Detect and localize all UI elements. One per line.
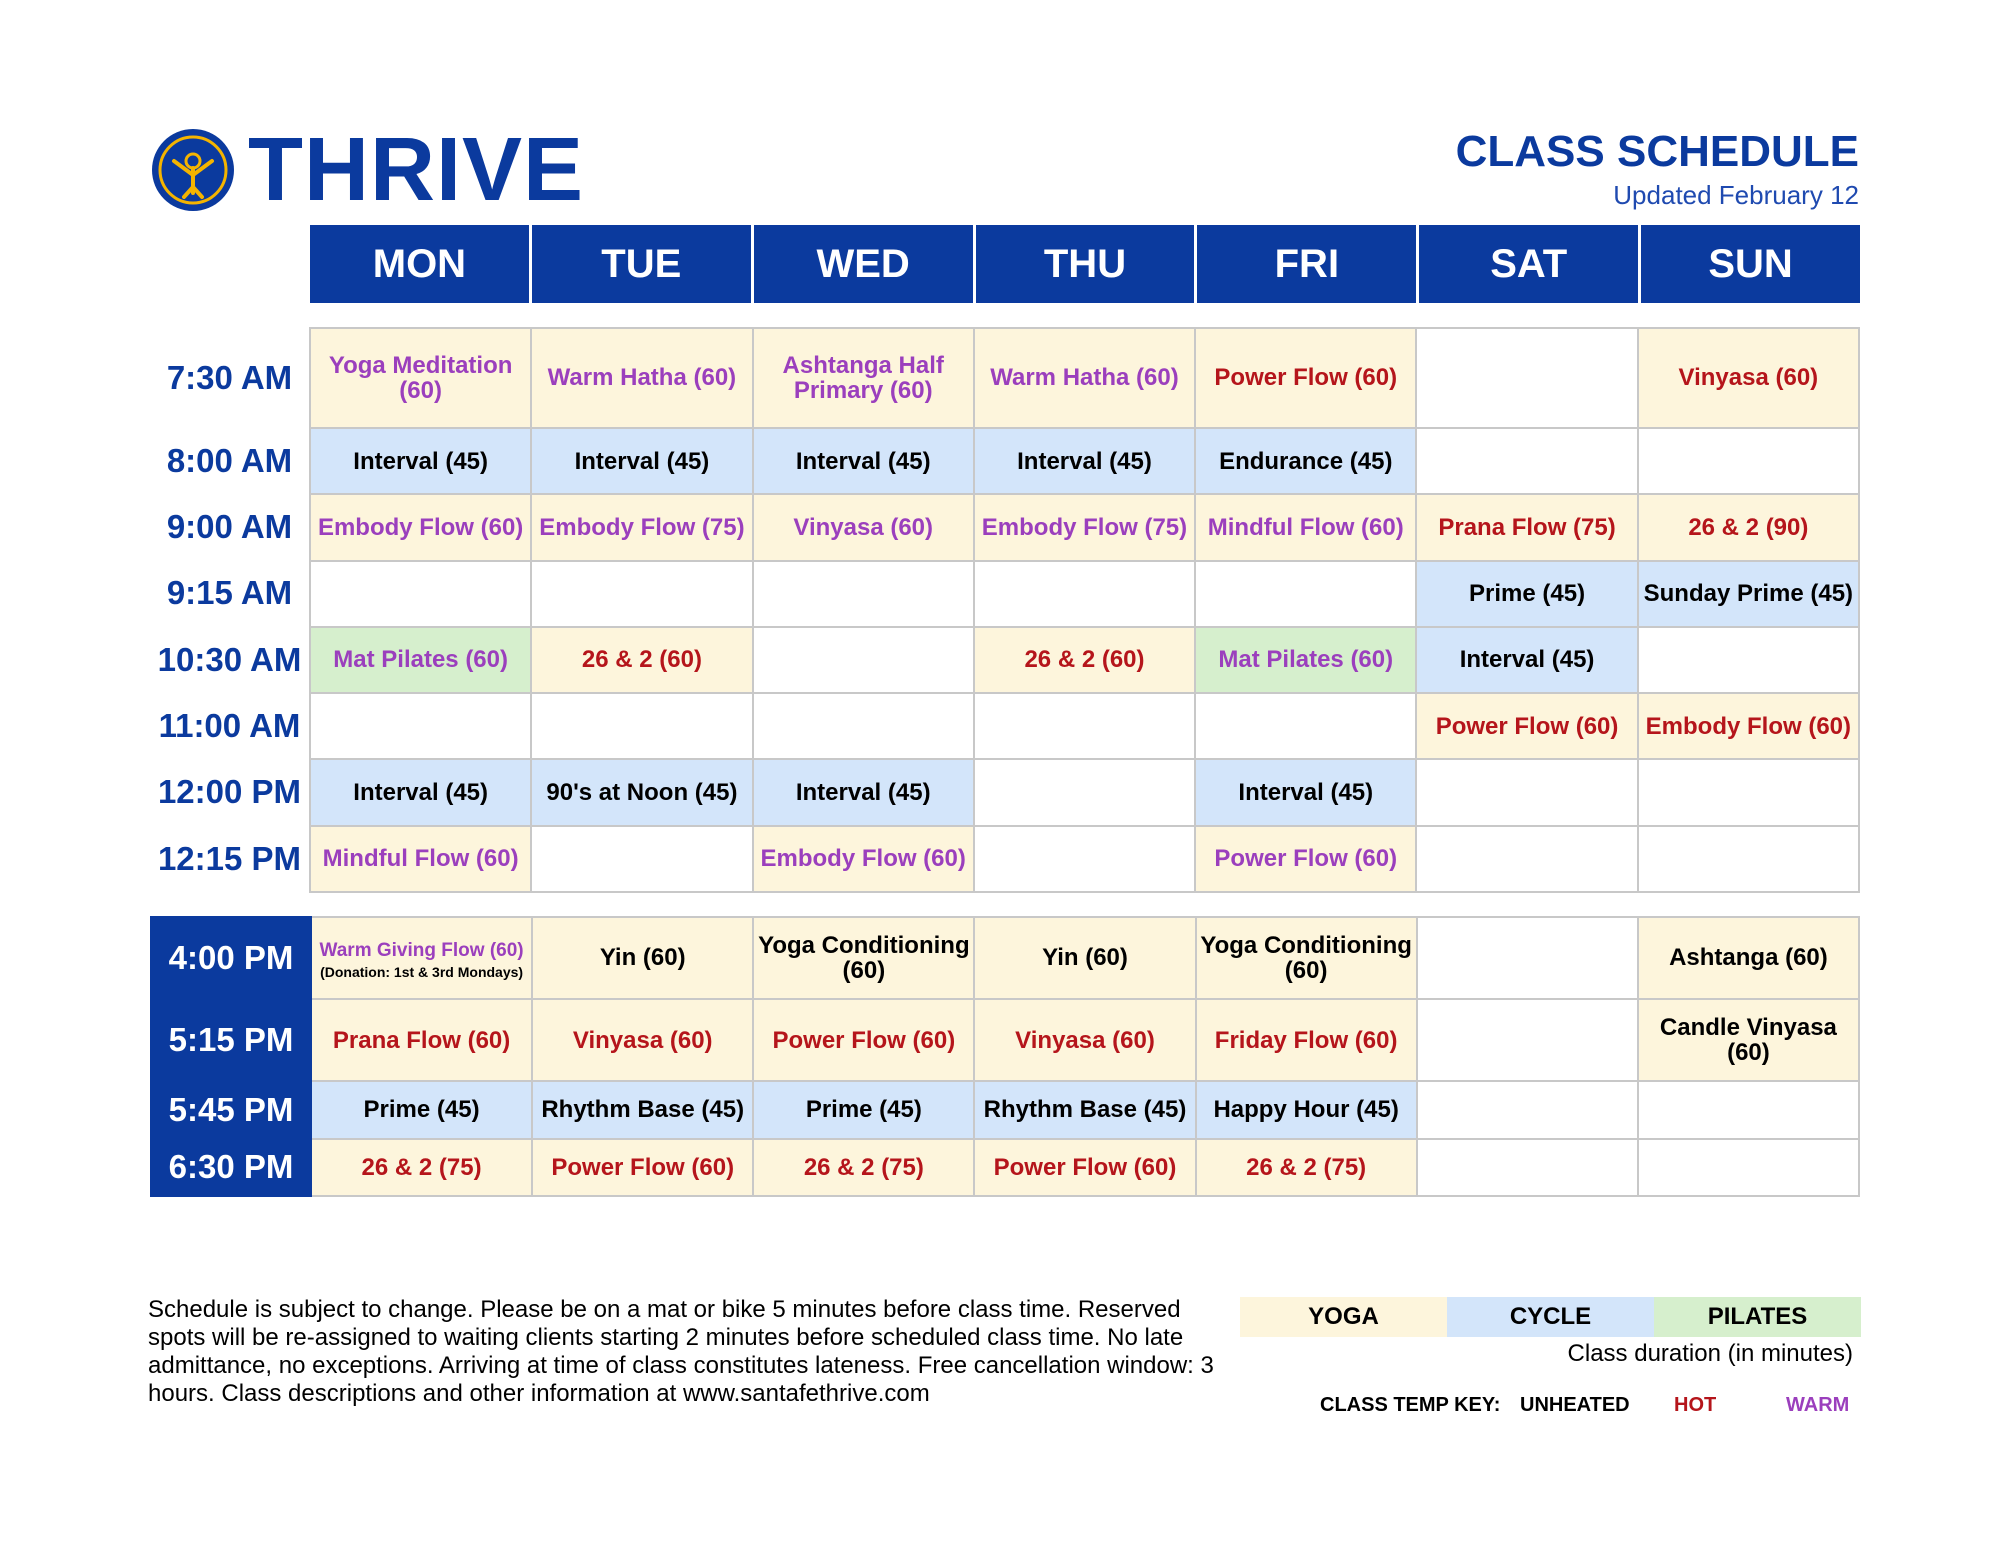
class-cell (1195, 759, 1416, 825)
schedule-row (150, 627, 1859, 693)
class-name: Friday Flow (60) (1214, 1026, 1398, 1054)
class-cell (1638, 494, 1859, 560)
class-name: Embody Flow (60) (760, 845, 966, 873)
legend-cycle: CYCLE (1447, 1297, 1654, 1337)
class-cell (532, 917, 753, 999)
class-cell (532, 999, 753, 1081)
class-cell (310, 627, 531, 693)
empty-cell (1416, 826, 1637, 892)
morning-schedule-table (150, 327, 1860, 893)
class-name: Vinyasa (60) (1015, 1026, 1155, 1054)
class-cell (974, 494, 1195, 560)
thrive-emblem-icon (150, 127, 236, 213)
empty-cell (531, 693, 752, 759)
class-name: Power Flow (60) (772, 1026, 956, 1054)
class-cell (311, 999, 532, 1081)
class-name: Prana Flow (60) (332, 1026, 511, 1054)
empty-cell (310, 561, 531, 627)
empty-cell (531, 826, 752, 892)
schedule-disclaimer: Schedule is subject to change. Please be on a mat or bike 5 minutes before class time. Reserved spots will be re-assigned to waiting clients starting 2 minutes before scheduled class time. No late admittance, no exceptions. Arriving at time of class constitutes lateness. Free cancellation window: 3 hours. Class descriptions and other information at www.santafethrive.com (148, 1296, 1214, 1407)
class-name: Vinyasa (60) (1678, 364, 1819, 392)
class-cell (974, 1139, 1195, 1196)
class-cell (1638, 917, 1859, 999)
empty-cell (1195, 693, 1416, 759)
time-label: 12:15 PM (157, 839, 302, 877)
class-name: Interval (45) (353, 447, 488, 475)
class-cell (531, 494, 752, 560)
class-cell (1416, 494, 1637, 560)
class-cell (532, 1081, 753, 1138)
class-name: Rhythm Base (45) (541, 1096, 745, 1124)
class-cell (1416, 693, 1637, 759)
class-name: Interval (45) (353, 778, 488, 806)
schedule-row (150, 826, 1859, 892)
schedule-row (151, 917, 1859, 999)
schedule-row (150, 494, 1859, 560)
class-name: Yoga Meditation (60) (328, 351, 513, 405)
schedule-row (150, 759, 1859, 825)
class-name: Prime (45) (1469, 580, 1586, 608)
class-cell (1195, 826, 1416, 892)
schedule-row (151, 1081, 1859, 1138)
class-name: Power Flow (60) (1214, 364, 1398, 392)
schedule-row (150, 428, 1859, 494)
class-cell (310, 328, 531, 428)
class-name: Interval (45) (1017, 447, 1152, 475)
class-cell (1638, 999, 1859, 1081)
empty-cell (1417, 1139, 1638, 1196)
class-cell (1196, 917, 1417, 999)
class-cell (311, 1081, 532, 1138)
class-cell (974, 627, 1195, 693)
day-header-row (310, 225, 1860, 303)
class-name: Power Flow (60) (551, 1153, 735, 1181)
class-name: Ashtanga Half Primary (60) (782, 351, 944, 405)
class-name: Candle Vinyasa (60) (1659, 1013, 1837, 1067)
class-cell (1196, 1081, 1417, 1138)
class-name: 90's at Noon (45) (546, 778, 738, 806)
class-cell (1638, 328, 1859, 428)
class-name: Rhythm Base (45) (983, 1096, 1187, 1124)
class-cell (310, 494, 531, 560)
class-cell (974, 1081, 1195, 1138)
duration-note: Class duration (in minutes) (1567, 1340, 1853, 1367)
class-name: Mat Pilates (60) (1218, 646, 1394, 674)
class-cell (1416, 627, 1637, 693)
class-cell (1638, 693, 1859, 759)
day-header: WED (754, 225, 973, 303)
empty-cell (974, 561, 1195, 627)
empty-cell (1638, 627, 1859, 693)
class-type-legend (1240, 1297, 1861, 1337)
class-cell (1196, 1139, 1417, 1196)
class-name: Warm Hatha (60) (990, 364, 1179, 392)
temp-key-warm: WARM (1786, 1394, 1850, 1416)
empty-cell (1638, 1139, 1859, 1196)
empty-cell (1638, 428, 1859, 494)
schedule-row (150, 561, 1859, 627)
temp-key-hot: HOT (1674, 1394, 1717, 1416)
empty-cell (974, 693, 1195, 759)
class-cell (310, 826, 531, 892)
time-label: 8:00 AM (166, 441, 293, 479)
class-name: Yin (60) (599, 944, 686, 972)
legend-yoga: YOGA (1240, 1297, 1447, 1337)
class-name: Warm Giving Flow (60) (319, 940, 524, 962)
class-cell (1196, 999, 1417, 1081)
class-cell (310, 428, 531, 494)
class-name: Power Flow (60) (993, 1153, 1177, 1181)
time-label: 7:30 AM (166, 358, 293, 396)
temp-key-label: CLASS TEMP KEY: (1320, 1394, 1501, 1416)
class-name: Interval (45) (795, 447, 931, 475)
empty-cell (974, 759, 1195, 825)
empty-cell (531, 561, 752, 627)
day-header: THU (976, 225, 1195, 303)
class-cell (531, 627, 752, 693)
class-cell (753, 428, 974, 494)
empty-cell (753, 627, 974, 693)
class-cell (974, 999, 1195, 1081)
class-name: Mindful Flow (60) (1207, 513, 1404, 541)
class-name: 26 & 2 (60) (1024, 646, 1145, 674)
class-name: Embody Flow (75) (539, 513, 745, 541)
class-note: (Donation: 1st & 3rd Mondays) (320, 964, 524, 981)
time-label: 9:15 AM (166, 574, 293, 612)
empty-cell (1417, 999, 1638, 1081)
time-label: 5:45 PM (151, 1081, 311, 1138)
time-label: 10:30 AM (157, 640, 302, 678)
class-cell (1195, 494, 1416, 560)
empty-cell (1638, 826, 1859, 892)
class-name: Sunday Prime (45) (1643, 580, 1854, 608)
class-cell (1638, 561, 1859, 627)
class-name: Prime (45) (805, 1096, 922, 1124)
class-name: Interval (45) (1238, 778, 1374, 806)
class-name: Happy Hour (45) (1213, 1096, 1399, 1124)
class-name: Ashtanga (60) (1669, 944, 1828, 972)
class-cell (1416, 561, 1637, 627)
day-header: FRI (1197, 225, 1416, 303)
class-cell (974, 328, 1195, 428)
class-name: 26 & 2 (90) (1688, 513, 1809, 541)
class-cell (753, 917, 974, 999)
class-name: Prana Flow (75) (1438, 513, 1616, 541)
class-name: Yoga Conditioning (60) (1200, 931, 1412, 985)
class-name: 26 & 2 (75) (1246, 1153, 1367, 1181)
class-cell (753, 494, 974, 560)
empty-cell (1417, 917, 1638, 999)
day-header: SAT (1419, 225, 1638, 303)
day-header: TUE (532, 225, 751, 303)
class-cell (753, 999, 974, 1081)
empty-cell (1417, 1081, 1638, 1138)
class-name: Warm Hatha (60) (547, 364, 737, 392)
class-cell (974, 917, 1195, 999)
empty-cell (1638, 759, 1859, 825)
class-name: Yin (60) (1042, 944, 1128, 972)
class-cell (311, 1139, 532, 1196)
class-name: Endurance (45) (1219, 447, 1393, 475)
empty-cell (753, 693, 974, 759)
legend-pilates: PILATES (1654, 1297, 1861, 1337)
empty-cell (1416, 759, 1637, 825)
class-name: Prime (45) (363, 1096, 480, 1124)
brand-name: THRIVE (248, 120, 585, 220)
class-cell (753, 1139, 974, 1196)
class-name: Power Flow (60) (1214, 845, 1398, 873)
class-name: Embody Flow (60) (317, 513, 524, 541)
class-cell (753, 1081, 974, 1138)
class-name: Interval (45) (795, 778, 931, 806)
class-name: Embody Flow (60) (1645, 712, 1852, 740)
class-name: 26 & 2 (75) (361, 1153, 482, 1181)
class-name: Mindful Flow (60) (322, 845, 519, 873)
brand-logo (150, 120, 585, 220)
class-cell (532, 1139, 753, 1196)
class-cell (753, 826, 974, 892)
class-name: Vinyasa (60) (793, 513, 934, 541)
class-cell (1195, 428, 1416, 494)
time-label: 6:30 PM (151, 1139, 311, 1196)
class-cell (753, 328, 974, 428)
class-cell (531, 759, 752, 825)
empty-cell (974, 826, 1195, 892)
day-header: MON (310, 225, 529, 303)
class-name: Yoga Conditioning (60) (758, 931, 970, 985)
empty-cell (310, 693, 531, 759)
empty-cell (1416, 428, 1637, 494)
time-label: 4:00 PM (151, 917, 311, 999)
page-title: CLASS SCHEDULE (1455, 127, 1859, 176)
empty-cell (1416, 328, 1637, 428)
empty-cell (753, 561, 974, 627)
class-cell (974, 428, 1195, 494)
time-label: 5:15 PM (151, 999, 311, 1081)
class-cell (1195, 328, 1416, 428)
time-label: 9:00 AM (166, 508, 293, 546)
class-name: Vinyasa (60) (572, 1026, 713, 1054)
empty-cell (1638, 1081, 1859, 1138)
class-name: Power Flow (60) (1435, 712, 1619, 740)
class-name: Interval (45) (574, 447, 710, 475)
class-name: Embody Flow (75) (981, 513, 1188, 541)
day-header: SUN (1641, 225, 1860, 303)
class-cell (310, 759, 531, 825)
schedule-row (151, 1139, 1859, 1196)
schedule-row (150, 328, 1859, 428)
class-name: Interval (45) (1459, 646, 1595, 674)
class-cell (753, 759, 974, 825)
class-cell (531, 428, 752, 494)
schedule-row (151, 999, 1859, 1081)
empty-cell (1195, 561, 1416, 627)
schedule-row (150, 693, 1859, 759)
schedule-header (1455, 127, 1859, 211)
class-name: 26 & 2 (75) (803, 1153, 924, 1181)
class-cell (311, 917, 532, 999)
class-name: Mat Pilates (60) (333, 646, 508, 674)
temp-key-unheated: UNHEATED (1520, 1394, 1630, 1416)
class-cell (531, 328, 752, 428)
time-label: 11:00 AM (158, 706, 301, 744)
class-name: 26 & 2 (60) (581, 646, 702, 674)
time-label: 12:00 PM (157, 773, 302, 811)
evening-schedule-table (150, 916, 1860, 1197)
class-cell (1195, 627, 1416, 693)
updated-date: Updated February 12 (1613, 180, 1859, 210)
